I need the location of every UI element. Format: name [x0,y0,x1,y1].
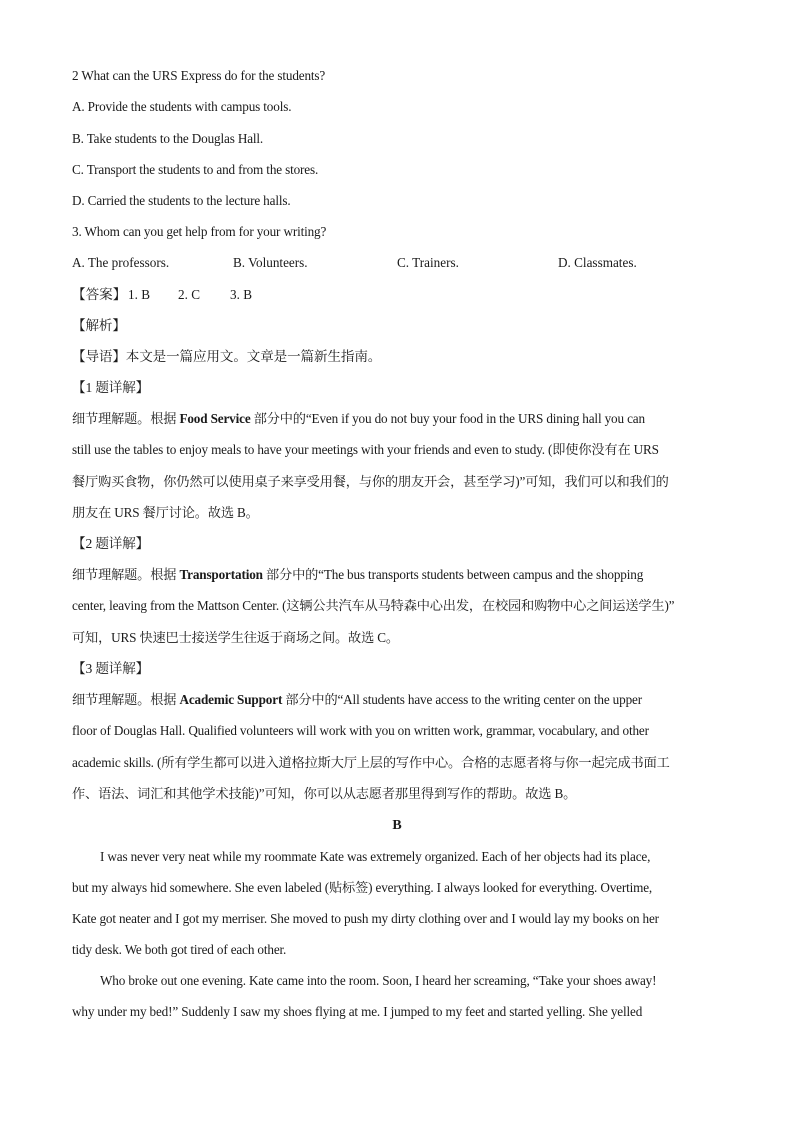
detail-2-pre: 细节理解题。根据 [72,567,180,582]
q2-option-c: C. Transport the students to and from the stores. [72,162,319,177]
q3-options-row [72,254,722,272]
detail-1-line: still use the tables to enjoy meals to have your meetings with your friends and even to study. (即使你没有在 URS [72,442,659,457]
detail-2-line: center, leaving from the Mattson Center. (这辆公共汽车从马特森中心出发，在校园和购物中心之间运送学生)” [72,598,675,613]
q2-option-d: D. Carried the students to the lecture halls. [72,193,291,208]
analysis-label: 【解析】 [72,318,126,333]
passage-line: why under my bed!” Suddenly I saw my shoes flying at me. I jumped to my feet and started yelling. She yelled [72,1004,643,1019]
detail-1-line: 餐厅购买食物，你仍然可以使用桌子来享受用餐，与你的朋友开会，甚至学习)”可知，我们可以和我们的 [72,474,669,489]
answer-label: 【答案】 [72,287,127,302]
q3-option-d: D. Classmates. [558,255,637,270]
detail-3-line [72,691,642,709]
detail-1-post: 部分中的“Even if you do not buy your food in the URS dining hall you can [250,411,645,426]
detail-1-line [72,410,645,428]
q2-option-a: A. Provide the students with campus tools. [72,99,292,114]
detail-2-title: 【2 题详解】 [72,536,150,551]
answer-item: 1. B [128,287,150,302]
detail-2-post: 部分中的“The bus transports students between campus and the shopping [262,567,644,582]
answer-item: 2. C [178,287,200,302]
passage-line: Kate got neater and I got my merriser. She moved to push my dirty clothing over and I would lay my books on her [72,911,659,926]
detail-1-pre: 细节理解题。根据 [72,411,180,426]
passage-line: Who broke out one evening. Kate came into the room. Soon, I heard her screaming, “Take your shoes away! [100,973,657,988]
detail-1-title: 【1 题详解】 [72,380,150,395]
question-3: 3. Whom can you get help from for your writing? [72,224,327,239]
detail-3-line: floor of Douglas Hall. Qualified volunteers will work with you on written work, grammar, vocabulary, and other [72,723,649,738]
detail-2-keyword: Transportation [179,567,263,582]
q3-option-a: A. The professors. [72,255,170,270]
detail-3-post: 部分中的“All students have access to the writing center on the upper [282,692,642,707]
q2-option-b: B. Take students to the Douglas Hall. [72,131,264,146]
detail-3-line: academic skills. (所有学生都可以进入道格拉斯大厅上层的写作中心。合格的志愿者将与你一起完成书面工 [72,755,670,770]
passage-line: I was never very neat while my roommate Kate was extremely organized. Each of her objects had its place, [100,849,651,864]
detail-1-keyword: Food Service [179,411,251,426]
detail-2-line [72,566,643,584]
detail-3-keyword: Academic Support [179,692,283,707]
detail-3-line: 作、语法、词汇和其他学术技能)”可知，你可以从志愿者那里得到写作的帮助。故选 B。 [72,786,577,801]
q3-option-c: C. Trainers. [397,255,459,270]
detail-3-title: 【3 题详解】 [72,661,150,676]
passage-line: tidy desk. We both got tired of each other. [72,942,287,957]
q3-option-b: B. Volunteers. [233,255,308,270]
question-2: 2 What can the URS Express do for the students? [72,68,326,83]
answer-item: 3. B [230,287,252,302]
answer-row [72,286,722,304]
detail-1-line: 朋友在 URS 餐厅讨论。故选 B。 [72,505,259,520]
section-b-heading: B [392,818,402,833]
detail-2-line: 可知，URS 快速巴士接送学生往返于商场之间。故选 C。 [72,630,399,645]
detail-3-pre: 细节理解题。根据 [72,692,180,707]
guide-text: 【导语】本文是一篇应用文。文章是一篇新生指南。 [72,349,382,364]
passage-line: but my always hid somewhere. She even labeled (贴标签) everything. I always looked for everything. Overtime, [72,880,653,895]
